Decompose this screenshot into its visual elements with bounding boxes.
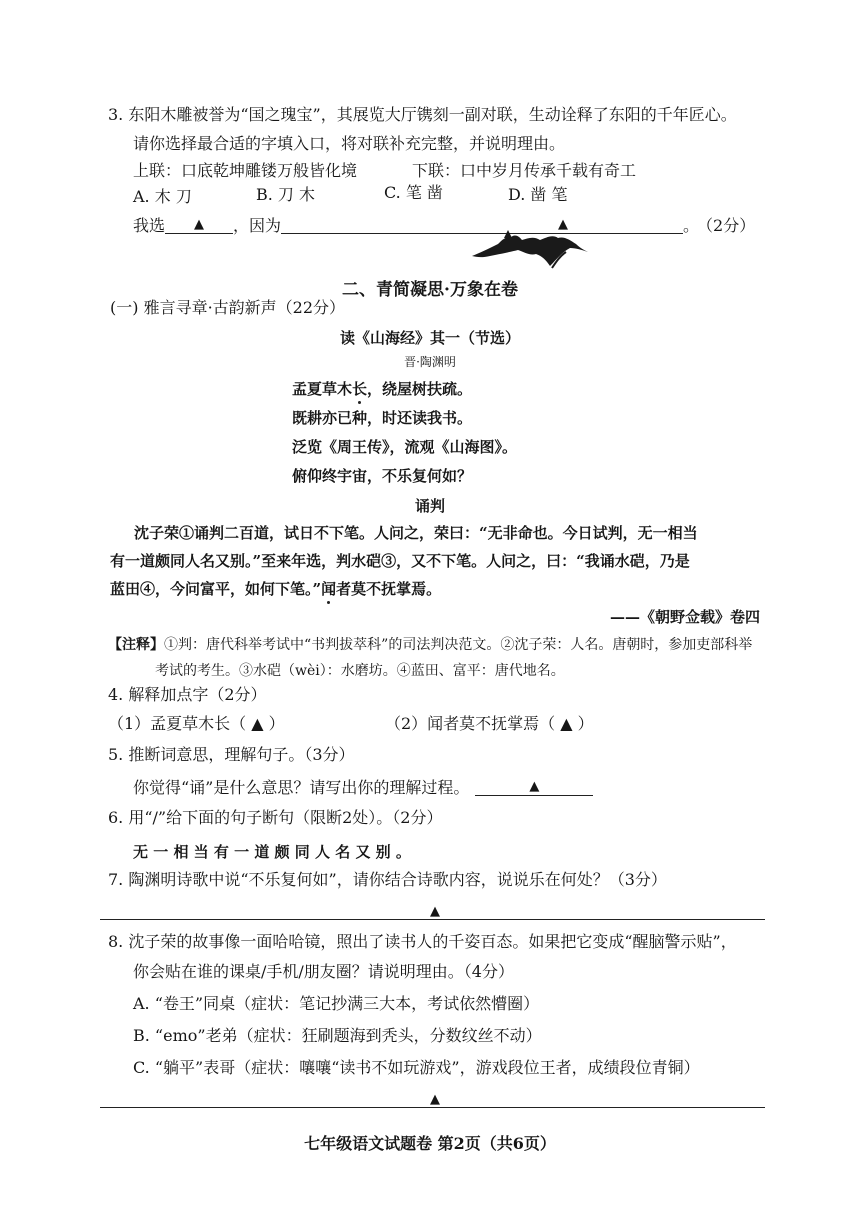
notes-text-1: ①判：唐代科举考试中“书判拔萃科”的司法判决范文。②沈子荣：人名。唐朝时，参加吏部科举 [164, 637, 753, 653]
q3-option-d: D. 凿 笔 [508, 185, 568, 204]
q5-body: 你觉得“诵”是什么意思？请写出你的理解过程。 [133, 778, 470, 797]
poem-line-1: 孟夏草木长，绕屋树扶疏。 [292, 380, 473, 398]
q3-because-label: ，因为 [233, 216, 282, 235]
q3-answer-line [133, 215, 446, 234]
notes-label: 【注释】 [108, 637, 164, 653]
q3-reason-blank-1[interactable] [281, 215, 446, 234]
answer-marker-icon: ▲ [558, 217, 568, 232]
q3-period: 。 [683, 216, 700, 235]
q3-line2: 请你选择最合适的字填入口，将对联补充完整，并说明理由。 [133, 134, 566, 153]
q4-part-2[interactable]: （2）闻者莫不抚掌焉（ ▲ ） [385, 714, 594, 733]
q3-option-b: B. 刀 木 [256, 185, 316, 204]
q3-choice-blank[interactable] [165, 215, 233, 234]
q5-stem: 5. 推断词意思，理解句子。（3分） [108, 745, 355, 764]
ink-mountain-icon [470, 226, 590, 272]
q8-line-2: 你会贴在谁的课桌/手机/朋友圈？请说明理由。（4分） [133, 962, 514, 981]
poem-line-4: 俯仰终宇宙，不乐复何如？ [292, 467, 473, 485]
q3-upper-couplet: 上联：口底乾坤雕镂万般皆化境 [133, 161, 358, 180]
prose-line-2: 有一道颇同人名又别。”至来年选，判水硙③，又不下笔。人问之，曰：“我诵水硙，乃是 [110, 552, 690, 570]
q8-answer-line[interactable] [100, 1107, 765, 1108]
prose-line-3: 蓝田④，今问富平，如何下笔。”闻者莫不抚掌焉。 [110, 580, 442, 598]
poem-line-3: 泛览《周王传》，流观《山海图》。 [292, 438, 518, 456]
section-title: 二、青简凝思·万象在卷 [342, 280, 518, 300]
poem-author: 晋·陶渊明 [404, 355, 456, 369]
answer-marker-icon: ▲ [529, 779, 540, 794]
q7-stem: 7. 陶渊明诗歌中说“不乐复何如”，请你结合诗歌内容，说说乐在何处？（3分） [108, 870, 667, 889]
q3-score: （2分） [705, 216, 756, 235]
prose-title: 诵判 [414, 497, 445, 515]
answer-marker-icon: ▲ [430, 1092, 440, 1107]
q4-stem: 4. 解释加点字（2分） [108, 685, 267, 704]
q3-lower-couplet: 下联：口中岁月传承千载有奇工 [412, 161, 637, 180]
q5-answer-blank[interactable] [475, 777, 593, 796]
poem-title: 读《山海经》其一（节选） [339, 329, 520, 347]
poem-line-2: 既耕亦已种，时还读我书。 [292, 409, 473, 427]
notes-line-1 [108, 634, 752, 654]
q6-stem: 6. 用“/”给下面的句子断句（限断2处）。（2分） [108, 808, 443, 827]
answer-marker-icon: ▲ [430, 904, 440, 919]
page-footer: 七年级语文试题卷 第2页（共6页） [304, 1134, 556, 1153]
q8-option-c: C. “躺平”表哥（症状：嚷嚷“读书不如玩游戏”，游戏段位王者，成绩段位青铜） [133, 1058, 700, 1077]
q4-part-1[interactable]: （1）孟夏草木长（ ▲ ） [108, 714, 285, 733]
prose-source: ——《朝野佥载》卷四 [610, 608, 761, 626]
answer-marker-icon: ▲ [194, 217, 205, 232]
q8-option-b: B. “emo”老弟（症状：狂刷题海到秃头，分数纹丝不动） [133, 1026, 542, 1045]
q3-line1: 3. 东阳木雕被誉为“国之瑰宝”，其展览大厅镌刻一副对联，生动诠释了东阳的千年匠心。 [108, 105, 737, 124]
q7-answer-line[interactable] [100, 919, 765, 920]
q3-option-c: C. 笔 凿 [384, 183, 443, 202]
q3-option-a: A. 木 刀 [133, 187, 192, 206]
notes-line-2: 考试的考生。③水硙（wèi）：水磨坊。④蓝田、富平：唐代地名。 [155, 663, 565, 679]
q5-body-line [133, 777, 593, 796]
subsection-title: (一) 雅言寻章·古韵新声（22分） [110, 298, 346, 317]
q8-line-1: 8. 沈子荣的故事像一面哈哈镜，照出了读书人的千姿百态。如果把它变成“醒脑警示贴”， [108, 932, 737, 951]
q3-choose-label: 我选 [133, 216, 166, 235]
q8-option-a: A. “卷王”同桌（症状：笔记抄满三大本，考试依然懵圈） [133, 994, 540, 1013]
q6-sentence: 无 一 相 当 有 一 道 颇 同 人 名 又 别 。 [133, 843, 411, 861]
prose-line-1: 沈子荣①诵判二百道，试日不下笔。人问之，荣曰：“无非命也。今日试判，无一相当 [134, 524, 698, 542]
